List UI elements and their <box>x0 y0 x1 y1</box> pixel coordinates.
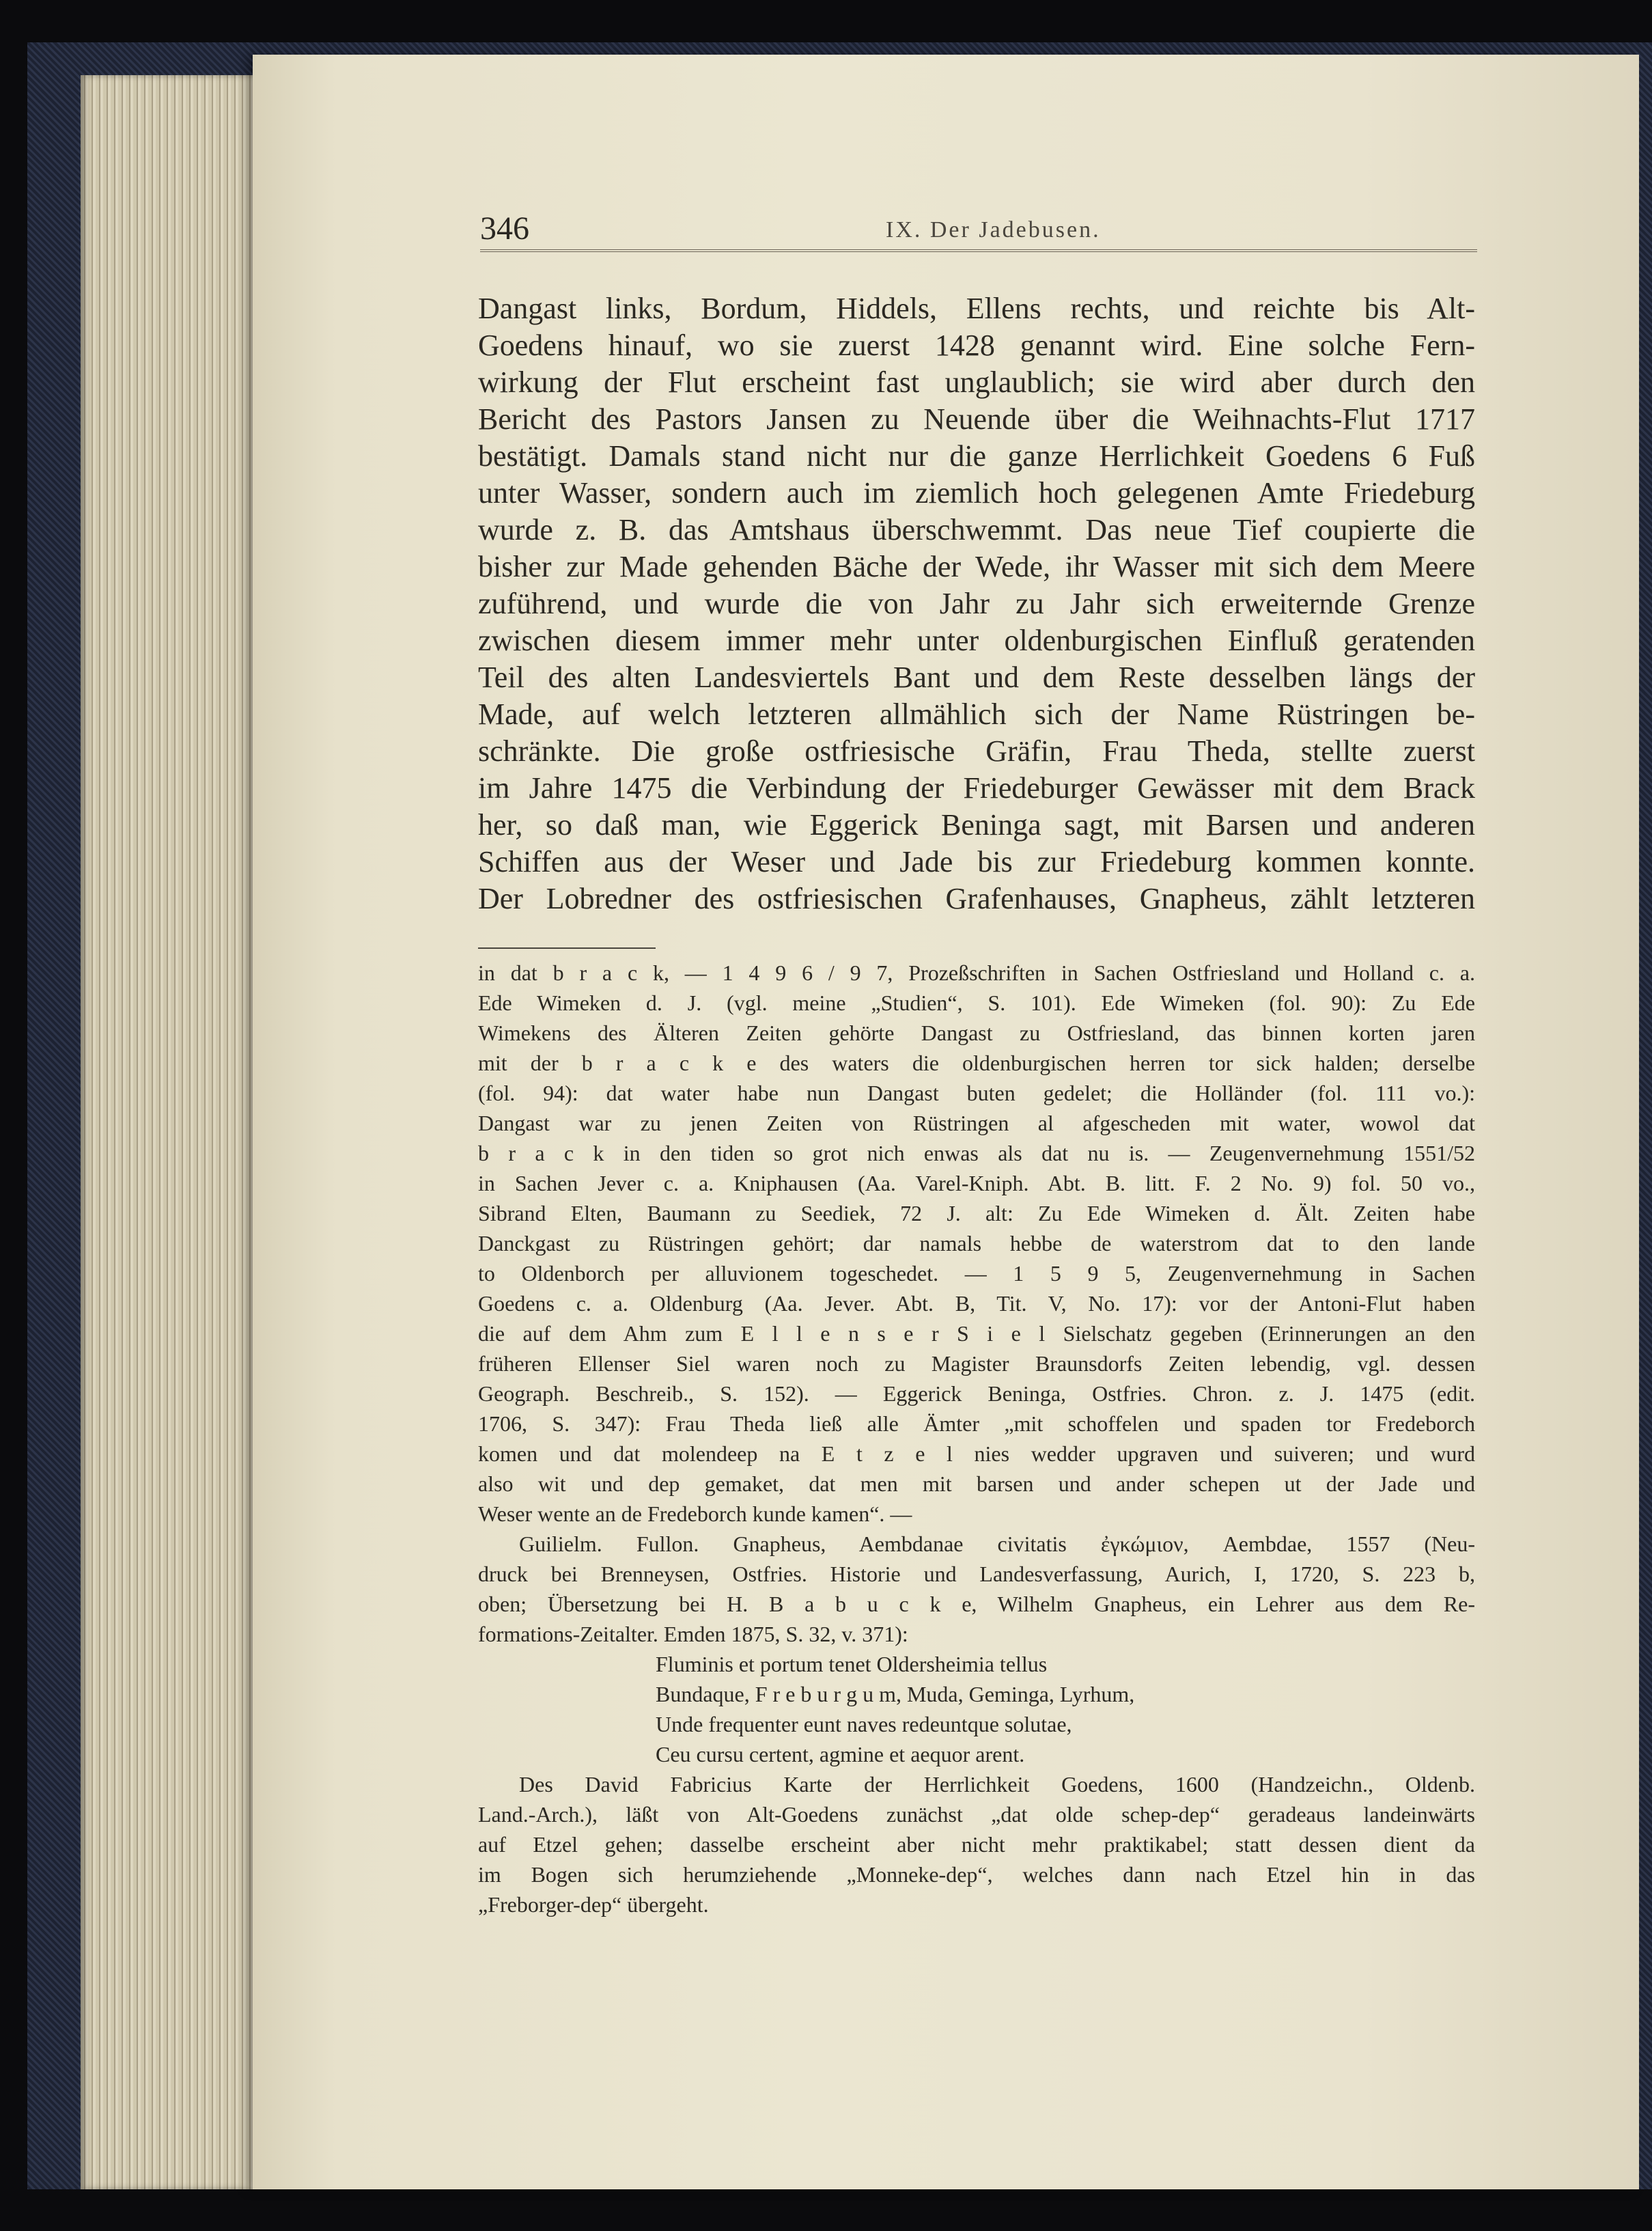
text-line: her, so daß man, wie Eggerick Beninga sagt, mit Barsen und anderen <box>478 808 1475 842</box>
footnote-line: Des David Fabricius Karte der Herrlichkeit Goedens, 1600 (Handzeichn., Oldenb. <box>519 1772 1475 1797</box>
text-line: zuführend, und wurde die von Jahr zu Jahr sich erweiternde Grenze <box>478 587 1475 620</box>
verse-line: Ceu cursu certent, agmine et aequor arent. <box>656 1742 1025 1766</box>
footnote-line: auf Etzel gehen; dasselbe erscheint aber nicht mehr praktikabel; statt dessen dient da <box>478 1832 1475 1857</box>
verse-line: Unde frequenter eunt naves redeuntque solutae, <box>656 1712 1072 1736</box>
text-line: Schiffen aus der Weser und Jade bis zur Friedeburg kommen konnte. <box>478 845 1475 878</box>
footnote-line: Geograph. Beschreib., S. 152). — Eggerick Beninga, Ostfries. Chron. z. J. 1475 (edit. <box>478 1381 1475 1406</box>
footnote-line: 1706, S. 347): Frau Theda ließ alle Ämter „mit schoffelen und spaden tor Fredeborch <box>478 1411 1475 1436</box>
footnote-line: Danckgast zu Rüstringen gehört; dar namals hebbe de waterstrom dat to den lande <box>478 1231 1475 1256</box>
footnote-line: formations-Zeitalter. Emden 1875, S. 32, v. 371): <box>478 1622 908 1646</box>
page-number: 346 <box>480 210 529 247</box>
text-line: zwischen diesem immer mehr unter oldenburgischen Einfluß geratenden <box>478 624 1475 657</box>
running-title: IX. Der Jadebusen. <box>886 217 1101 242</box>
footnote-line: oben; Übersetzung bei H. B a b u c k e, Wilhelm Gnapheus, ein Lehrer aus dem Re- <box>478 1592 1475 1616</box>
footnote-line: früheren Ellenser Siel waren noch zu Magister Braunsdorfs Zeiten lebendig, vgl. dessen <box>478 1351 1475 1376</box>
footnote-line: komen und dat molendeep na E t z e l nies wedder upgraven und suiveren; und wurd <box>478 1441 1475 1466</box>
footnote-line: also wit und dep gemaket, dat men mit barsen und ander schepen ut der Jade und <box>478 1471 1475 1496</box>
footnote-line: (fol. 94): dat water habe nun Dangast buten gedelet; die Holländer (fol. 111 vo.): <box>478 1081 1475 1105</box>
scan-background-bottom <box>0 2189 1652 2231</box>
footnote-line: Weser wente an de Fredeborch kunde kamen“. — <box>478 1501 912 1526</box>
text-line: im Jahre 1475 die Verbindung der Friedeburger Gewässer mit dem Brack <box>478 771 1475 805</box>
text-line: wurde z. B. das Amtshaus überschwemmt. Das neue Tief coupierte die <box>478 513 1475 546</box>
text-line: bisher zur Made gehenden Bäche der Wede, ihr Wasser mit sich dem Meere <box>478 550 1475 583</box>
footnote-line: Wimekens des Älteren Zeiten gehörte Dangast zu Ostfriesland, das binnen korten jaren <box>478 1021 1475 1045</box>
footnote-line: Ede Wimeken d. J. (vgl. meine „Studien“, S. 101). Ede Wimeken (fol. 90): Zu Ede <box>478 990 1475 1015</box>
footnote-rule <box>478 947 656 949</box>
footnote-line: mit der b r a c k e des waters die oldenburgischen herren tor sick halden; derselbe <box>478 1051 1475 1075</box>
footnote-line: Guilielm. Fullon. Gnapheus, Aembdanae civitatis ἐγκώμιον, Aembdae, 1557 (Neu- <box>519 1532 1475 1556</box>
text-line: Der Lobredner des ostfriesischen Grafenhauses, Gnapheus, zählt letzteren <box>478 882 1475 915</box>
verse-line: Bundaque, F r e b u r g u m, Muda, Geminga, Lyrhum, <box>656 1682 1135 1706</box>
scan-background-left <box>0 0 27 2231</box>
text-line: wirkung der Flut erscheint fast unglaublich; sie wird aber durch den <box>478 365 1475 399</box>
verse-line: Fluminis et portum tenet Oldersheimia tellus <box>656 1652 1048 1676</box>
footnote-line: b r a c k in den tiden so grot nich enwas als dat nu is. — Zeugenvernehmung 1551/52 <box>478 1141 1475 1165</box>
footnote-line: Land.-Arch.), läßt von Alt-Goedens zunächst „dat olde schep-dep“ geradeaus landeinwärts <box>478 1802 1475 1827</box>
text-line: Teil des alten Landesviertels Bant und dem Reste desselben längs der <box>478 661 1475 694</box>
footnote-line: Sibrand Elten, Baumann zu Seediek, 72 J. alt: Zu Ede Wimeken d. Ält. Zeiten habe <box>478 1201 1475 1225</box>
main-text <box>478 290 1475 917</box>
footnotes <box>478 958 1475 1920</box>
footnote-line: in dat b r a c k, — 1 4 9 6 / 9 7, Prozeßschriften in Sachen Ostfriesland und Holland c. a. <box>478 960 1475 985</box>
footnote-line: Dangast war zu jenen Zeiten von Rüstringen al afgescheden mit water, wowol dat <box>478 1111 1475 1135</box>
text-line: Made, auf welch letzteren allmählich sich der Name Rüstringen be- <box>478 697 1475 731</box>
text-line: Bericht des Pastors Jansen zu Neuende über die Weihnachts-Flut 1717 <box>478 402 1475 436</box>
text-line: schränkte. Die große ostfriesische Gräfin, Frau Theda, stellte zuerst <box>478 734 1475 768</box>
footnote-line: Goedens c. a. Oldenburg (Aa. Jever. Abt. B, Tit. V, No. 17): vor der Antoni-Flut haben <box>478 1291 1475 1316</box>
footnote-line: „Freborger-dep“ übergeht. <box>478 1892 709 1917</box>
scan-background-top <box>0 0 1652 42</box>
text-line: Goedens hinauf, wo sie zuerst 1428 genannt wird. Eine solche Fern- <box>478 329 1475 362</box>
text-line: Dangast links, Bordum, Hiddels, Ellens rechts, und reichte bis Alt- <box>478 292 1475 325</box>
footnote-line: to Oldenborch per alluvionem togeschedet. — 1 5 9 5, Zeugenvernehmung in Sachen <box>478 1261 1475 1286</box>
footnote-line: im Bogen sich herumziehende „Monneke-dep“, welches dann nach Etzel hin in das <box>478 1862 1475 1887</box>
footnote-line: druck bei Brenneysen, Ostfries. Historie und Landesverfassung, Aurich, I, 1720, S. 223 b, <box>478 1562 1475 1586</box>
text-line: unter Wasser, sondern auch im ziemlich hoch gelegenen Amte Friedeburg <box>478 476 1475 510</box>
page-edges <box>81 75 257 2189</box>
footnote-line: in Sachen Jever c. a. Kniphausen (Aa. Varel-Kniph. Abt. B. litt. F. 2 No. 9) fol. 50 vo., <box>478 1171 1475 1195</box>
running-header <box>480 208 1477 252</box>
footnote-line: die auf dem Ahm zum E l l e n s e r S i e l Sielschatz gegeben (Erinnerungen an den <box>478 1321 1475 1346</box>
text-line: bestätigt. Damals stand nicht nur die ganze Herrlichkeit Goedens 6 Fuß <box>478 439 1475 473</box>
